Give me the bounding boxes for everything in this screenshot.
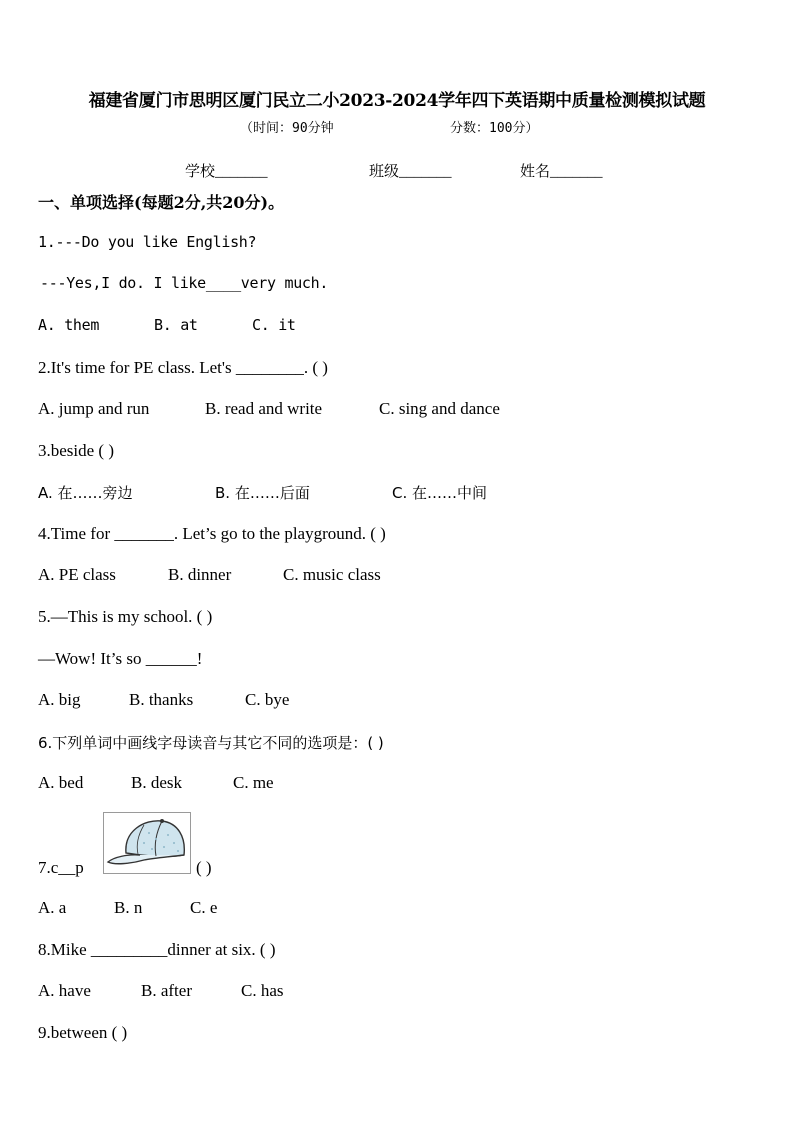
name-field: 姓名_______ xyxy=(520,164,603,180)
option-c: C. me xyxy=(233,773,274,792)
class-field: 班级_______ xyxy=(369,164,452,180)
option-a: A. 在……旁边 xyxy=(38,484,133,502)
page-title: 福建省厦门市思明区厦门民立二小2023-2024学年四下英语期中质量检测模拟试题 xyxy=(88,91,706,111)
question-7: 7.c__p xyxy=(38,858,84,877)
question-1: 1.---Do you like English? xyxy=(38,233,257,251)
question-7-blank: ( ) xyxy=(196,858,212,877)
option-a: A. bed xyxy=(38,773,84,792)
question-4: 4.Time for _______. Let’s go to the playground. ( ) xyxy=(38,524,386,543)
question-5-reply: —Wow! It’s so ______! xyxy=(38,649,203,668)
option-b: B. read and write xyxy=(205,399,323,418)
option-a: A. a xyxy=(38,898,67,917)
option-c: C. 在……中间 xyxy=(392,484,488,502)
question-5: 5.—This is my school. ( ) xyxy=(38,607,213,626)
option-a: A. PE class xyxy=(38,565,116,584)
section-heading: 一、单项选择(每题2分,共20分)。 xyxy=(38,193,285,212)
option-b: B. after xyxy=(141,981,192,1000)
total-score: 分数：100分） xyxy=(450,121,539,136)
school-field: 学校_______ xyxy=(185,164,268,180)
option-a: A. have xyxy=(38,981,91,1000)
question-2: 2.It's time for PE class. Let's ________. ( ) xyxy=(38,358,328,377)
option-c: C. e xyxy=(190,898,218,917)
option-c: C. has xyxy=(241,981,284,1000)
option-c: C. sing and dance xyxy=(379,399,500,418)
question-9: 9.between ( ) xyxy=(38,1023,128,1042)
option-b: B. n xyxy=(114,898,143,917)
option-a: A. jump and run xyxy=(38,399,150,418)
question-6: 6.下列单词中画线字母读音与其它不同的选项是：( ) xyxy=(38,734,384,752)
option-b: B. at xyxy=(154,316,198,334)
option-a: A. them xyxy=(38,316,100,334)
option-a: A. big xyxy=(38,690,81,709)
option-b: B. dinner xyxy=(168,565,232,584)
baseball-cap-icon xyxy=(103,812,191,874)
option-c: C. it xyxy=(252,316,296,334)
option-c: C. music class xyxy=(283,565,381,584)
time-limit: （时间：90分钟 xyxy=(240,121,334,136)
option-b: B. desk xyxy=(131,773,182,792)
question-3: 3.beside ( ) xyxy=(38,441,115,460)
option-b: B. thanks xyxy=(129,690,194,709)
option-b: B. 在……后面 xyxy=(215,484,310,502)
option-c: C. bye xyxy=(245,690,290,709)
question-1-reply: ---Yes,I do. I like____very much. xyxy=(40,274,329,292)
question-8: 8.Mike _________dinner at six. ( ) xyxy=(38,940,276,959)
